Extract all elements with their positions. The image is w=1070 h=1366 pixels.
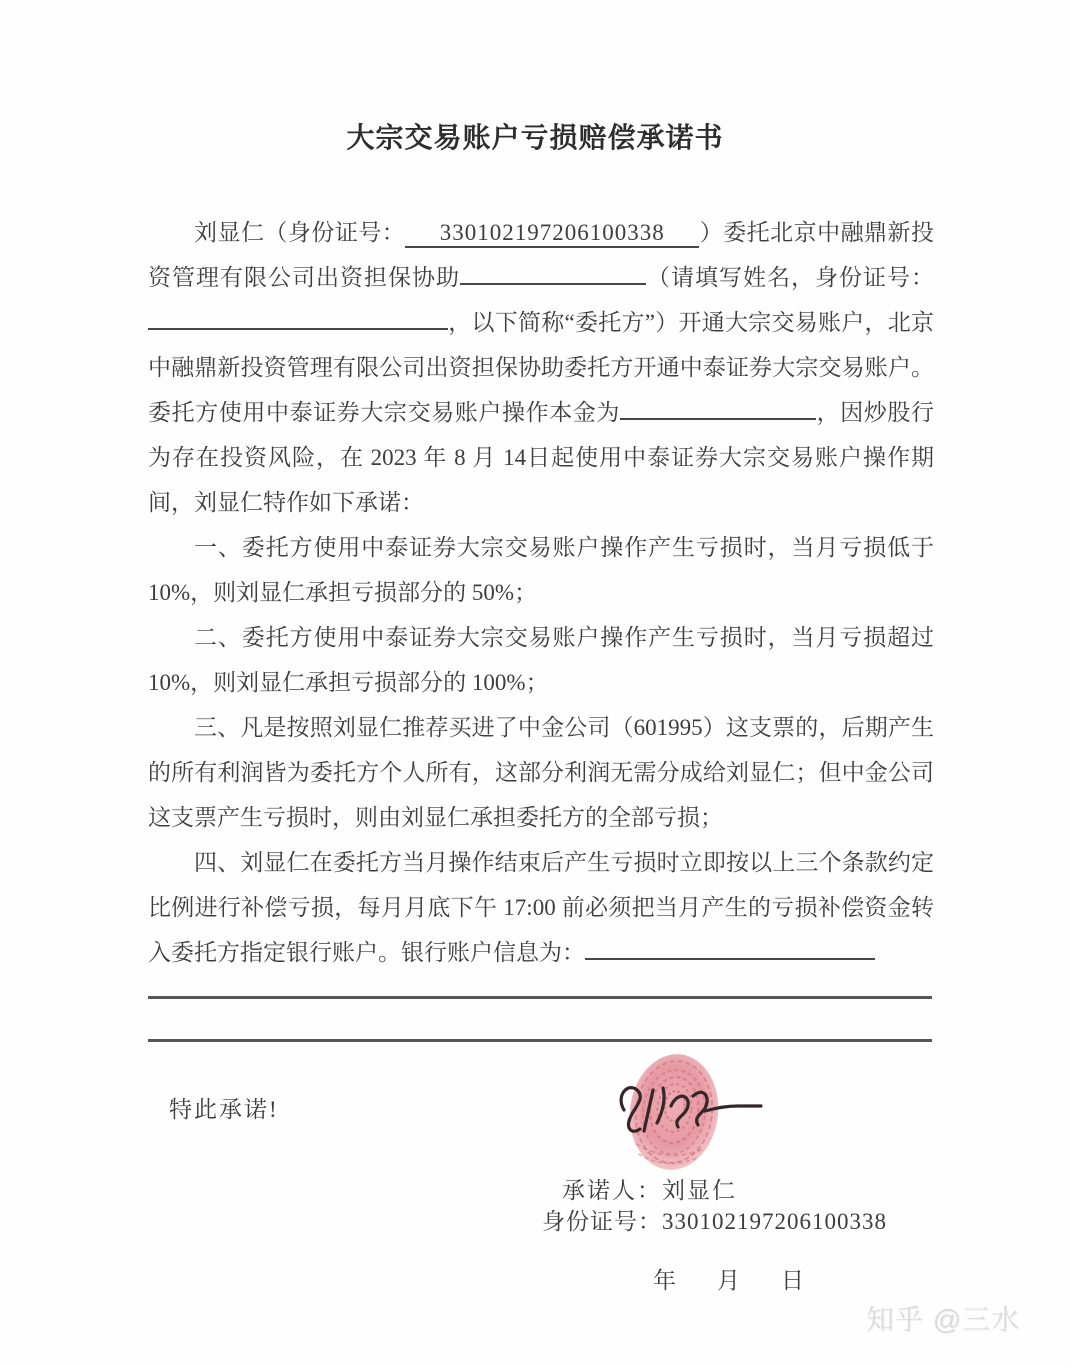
date-day: 日: [781, 1268, 804, 1293]
intro-paragraph: [148, 210, 934, 525]
document-body: [148, 210, 934, 975]
intro-name-note: （请填写姓名，身份证号：: [646, 265, 934, 290]
promisor-id-underlined: 330102197206100338: [405, 220, 699, 248]
id-number: 330102197206100338: [662, 1209, 887, 1234]
principal-amount-blank-underline: [620, 395, 816, 420]
clause-2: 二、委托方使用中泰证券大宗交易账户操作产生亏损时，当月亏损超过10%，则刘显仁承担亏损部分的 100%；: [148, 625, 934, 695]
client-id-blank-underline: [148, 305, 448, 330]
intro-lead: 刘显仁（身份证号：: [194, 220, 406, 245]
promiser-name: 刘显仁: [662, 1178, 737, 1203]
clause-4-text: 四、刘显仁在委托方当月操作结束后产生亏损时立即按以上三个条款约定比例进行补偿亏损，每月月底下午 17:00 前必须把当月产生的亏损补偿资金转入委托方指定银行账户。银行账户信息为：: [148, 850, 934, 965]
clause-4: [148, 840, 934, 975]
client-name-blank-underline: [460, 260, 646, 285]
date-month: 月: [717, 1268, 740, 1293]
bank-info-rule-1: [148, 996, 932, 999]
bank-info-blank-underline: [585, 935, 875, 960]
promiser-line: [562, 1172, 737, 1205]
watermark: 知乎 @三水: [866, 1304, 1021, 1335]
clause-3: 三、凡是按照刘显仁推荐买进了中金公司（601995）这支票的，后期产生的所有利润皆为委托方个人所有，这部分利润无需分成给刘显仁；但中金公司这支票产生亏损时，则由刘显仁承担委托方的全部亏损；: [148, 715, 934, 830]
intro-tail: ，因炒股行为存在投资风险，在 2023 年 8 月 14日起使用中泰证券大宗交易账户操作期间，刘显仁特作如下承诺：: [148, 400, 935, 515]
id-label: 身份证号：: [542, 1209, 662, 1234]
fingerprint-seal: [608, 1048, 778, 1180]
promiser-label: 承诺人：: [562, 1178, 662, 1203]
date-line: [653, 1262, 804, 1295]
intro-after-id: ）委托北京中融鼎新投资管理有限公司出资担保协助: [148, 220, 935, 290]
fingerprint-icon: [623, 1049, 724, 1175]
promiser-id-line: [542, 1203, 887, 1236]
clause-1: 一、委托方使用中泰证券大宗交易账户操作产生亏损时，当月亏损低于10%，则刘显仁承担亏损部分的 50%；: [148, 535, 934, 605]
document-title: 大宗交易账户亏损赔偿承诺书: [346, 123, 724, 154]
promise-statement: 特此承诺!: [169, 1097, 279, 1122]
intro-middle: ，以下简称“委托方”）开通大宗交易账户，北京中融鼎新投资管理有限公司出资担保协助委托方开通中泰证券大宗交易账户。委托方使用中泰证券大宗交易账户操作本金为: [148, 310, 934, 425]
bank-info-rule-2: [148, 1039, 932, 1042]
date-year: 年: [653, 1268, 676, 1293]
